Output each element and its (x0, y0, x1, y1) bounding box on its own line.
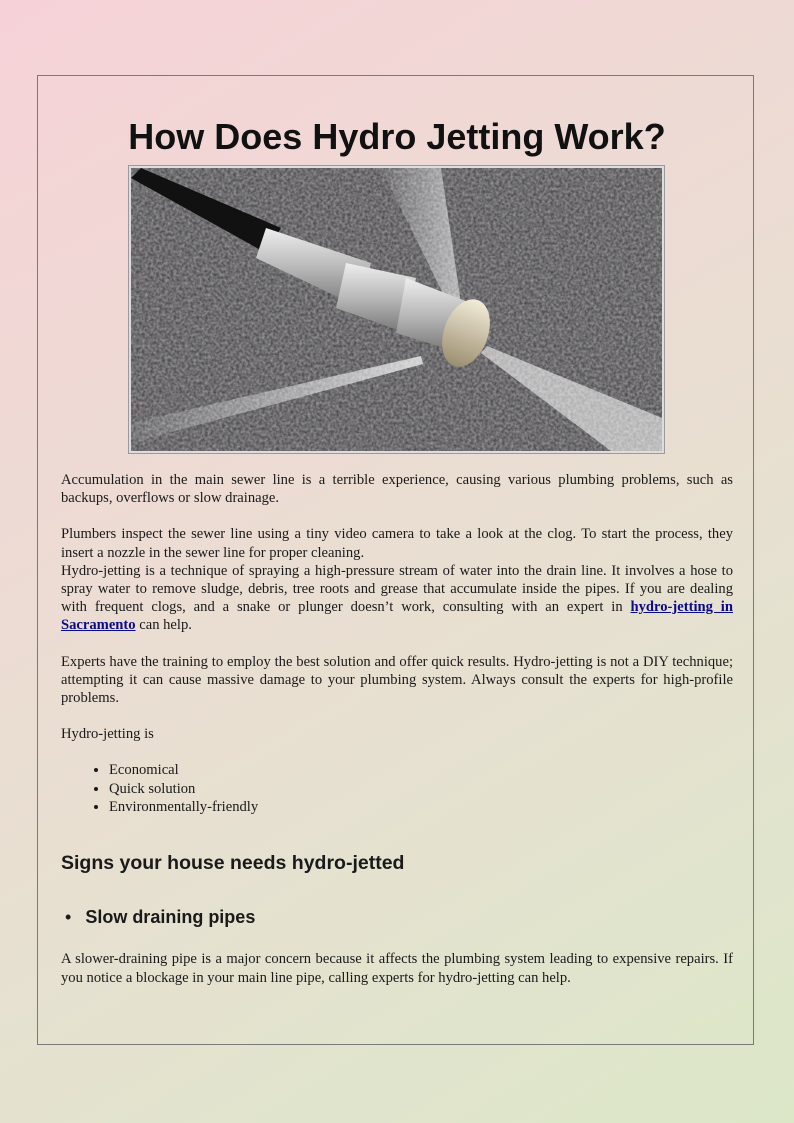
benefits-list (61, 761, 733, 816)
paragraph-slow-drain: A slower-draining pipe is a major concern because it affects the plumbing system leading to expensive repairs. If you notice a blockage in your main line pipe, calling experts for hydro-jetting can help. (61, 951, 733, 986)
paragraph-technique-end: can help. (139, 617, 192, 634)
paragraph-intro: Accumulation in the main sewer line is a terrible experience, causing various plumbing problems, such as backups, overflows or slow drainage. (61, 472, 733, 507)
section-heading: Signs your house needs hydro-jetted (61, 852, 405, 875)
bullet-icon: • (65, 907, 72, 928)
list-item: • Economical (109, 761, 733, 779)
paragraph-inspection: Plumbers inspect the sewer line using a tiny video camera to take a look at the clog. To start the process, they insert a nozzle in the sewer line for proper cleaning. (61, 526, 733, 561)
hydro-jet-nozzle-photo (128, 165, 665, 454)
hydro-jetting-sacramento-link[interactable]: hydro-jetting in Sacramento (61, 599, 733, 634)
paragraph-technique-text: Hydro-jetting is a technique of spraying a high-pressure stream of water into the drain line. It involves a hose to spray water to remove sludge, debris, tree roots and grease that accumulate inside the pipes. If you are dealing with frequent clogs, and a snake or plunger doesn’t work, consulting with an expert in (61, 562, 733, 616)
subsection-heading (65, 908, 733, 926)
page-title: How Does Hydro Jetting Work? (128, 116, 666, 157)
paragraph-experts: Experts have the training to employ the best solution and offer quick results. Hydro-jetting is not a DIY technique; attempting it can cause massive damage to your plumbing system. Always consult the experts for high-profile problems. (61, 653, 733, 707)
list-item: • Environmentally-friendly (109, 798, 733, 816)
paragraph-technique (61, 562, 733, 635)
list-item: • Quick solution (109, 780, 733, 798)
paragraph-list-intro: Hydro-jetting is (61, 726, 154, 743)
article-body (61, 471, 733, 1005)
subsection-heading-text: Slow draining pipes (85, 907, 256, 928)
